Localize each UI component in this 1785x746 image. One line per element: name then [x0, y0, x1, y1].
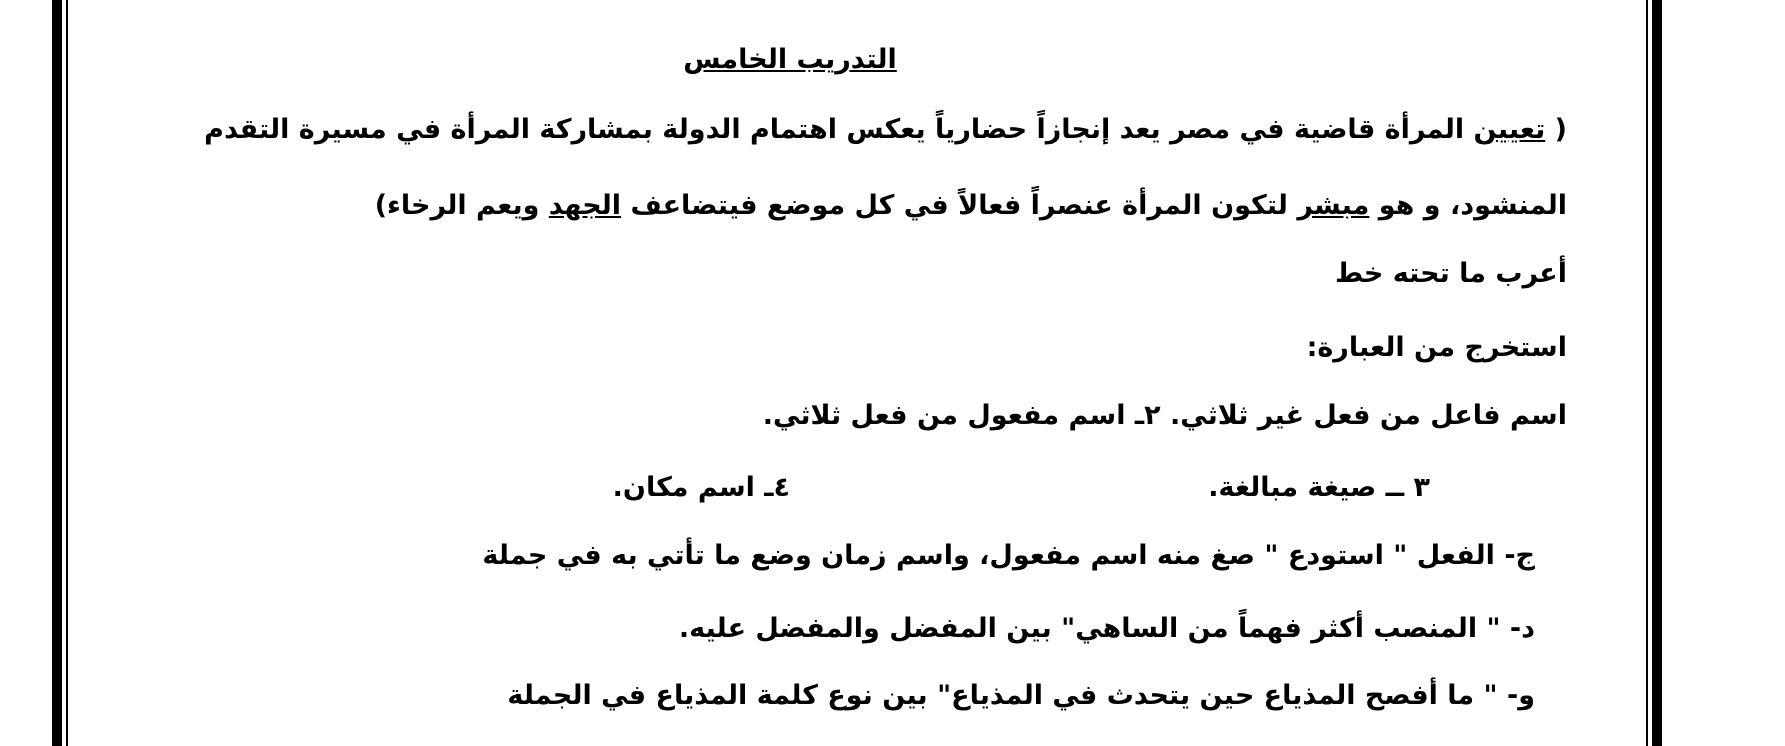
extract-items-1-2: اسم فاعل من فعل غير ثلاثي. ٢ـ اسم مفعول من فعل ثلاثي. [762, 400, 1567, 431]
passage-line-1 [204, 112, 1567, 148]
question-d: د- " المنصب أكثر فهماً من الساهي" بين المفضل والمفضل عليه. [678, 613, 1535, 644]
passage-line-2-middle: لتكون المرأة عنصراً فعالاً في كل موضع فيتضاعف [621, 190, 1298, 221]
passage-line-1-text: المرأة قاضية في مصر يعد إنجازاً حضارياً يعكس اهتمام الدولة بمشاركة المرأة في مسيرة التقدم [204, 114, 1474, 145]
passage-underlined-word-2: مبشر [1297, 190, 1370, 221]
passage-underlined-word-3: الجهد [548, 190, 622, 221]
passage-line-2 [375, 188, 1567, 224]
passage-line-2-start: المنشود، و هو [1369, 190, 1567, 221]
question-w: و- " ما أفصح المذياع حين يتحدث في المذياع" بين نوع كلمة المذياع في الجملة [507, 680, 1535, 711]
question-parse: أعرب ما تحته خط [1334, 258, 1567, 289]
page-border-right-inner [1646, 0, 1648, 746]
passage-open-paren: ( [1545, 114, 1567, 145]
exercise-title-text: التدريب الخامس [683, 44, 897, 75]
extract-item-3: ٣ ــ صيغة مبالغة. [1208, 472, 1430, 503]
page-border-right [1652, 0, 1662, 746]
question-extract: استخرج من العبارة: [1306, 332, 1567, 363]
passage-underlined-word-1: تعيين [1473, 114, 1546, 145]
page-border-left-inner [66, 0, 68, 746]
question-j: ج- الفعل " استودع " صغ منه اسم مفعول، واسم زمان وضع ما تأتي به في جملة [482, 540, 1535, 571]
passage-line-2-end: ويعم الرخاء) [374, 190, 549, 221]
exercise-title [540, 42, 1040, 78]
page-border-left [52, 0, 62, 746]
extract-item-4: ٤ـ اسم مكان. [612, 472, 790, 503]
